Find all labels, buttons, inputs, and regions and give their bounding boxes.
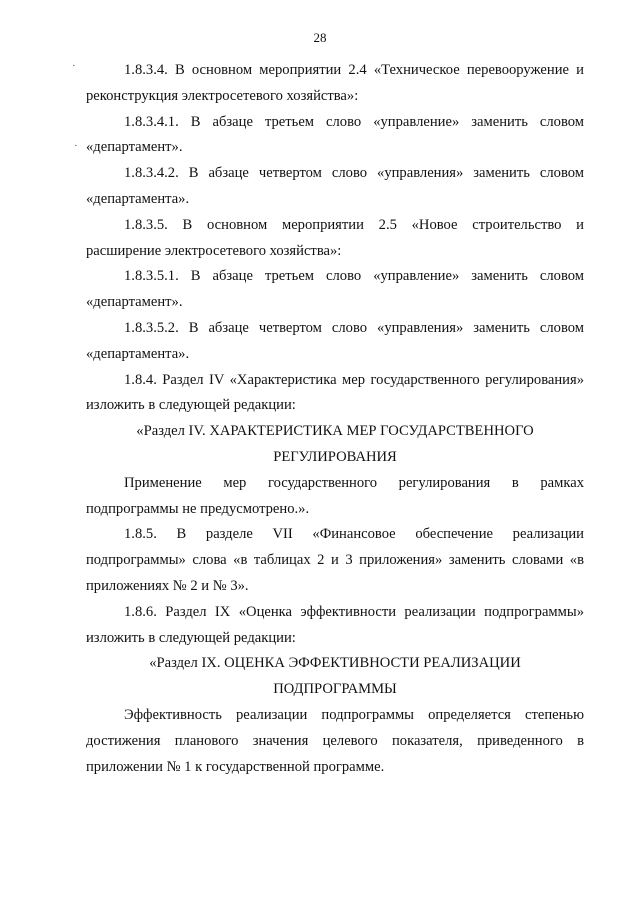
paragraph-section-ix-text: Эффективность реализации подпрограммы определяется степенью достижения планового значения целевого показателя, приведенного в приложении № 1 к государственной программе. <box>86 706 584 775</box>
section-ix-heading: «Раздел IX. ОЦЕНКА ЭФФЕКТИВНОСТИ РЕАЛИЗАЦИИ ПОДПРОГРАММЫ <box>149 655 521 698</box>
section-iv-heading: «Раздел IV. ХАРАКТЕРИСТИКА МЕР ГОСУДАРСТВЕННОГО РЕГУЛИРОВАНИЯ <box>136 423 534 465</box>
document-body <box>86 58 584 780</box>
paragraph-1-8-3-4-2: 1.8.3.4.2. В абзаце четвертом слово «управления» заменить словом «департамента». <box>86 165 584 207</box>
paragraph-1-8-3-4-1: 1.8.3.4.1. В абзаце третьем слово «управление» заменить словом «департамент». <box>86 113 584 156</box>
paragraph-1-8-3-5: 1.8.3.5. В основном мероприятии 2.5 «Новое строительство и расширение электросетевого хозяйства»: <box>86 216 584 259</box>
paragraph-1-8-5: 1.8.5. В разделе VII «Финансовое обеспечение реализации подпрограммы» слова «в таблицах 2 и 3 приложения» заменить словами «в приложениях № 2 и № 3». <box>86 526 584 594</box>
margin-mark: · <box>72 60 76 72</box>
paragraph-1-8-3-5-1: 1.8.3.5.1. В абзаце третьем слово «управление» заменить словом «департамент». <box>86 268 584 311</box>
paragraph-section-iv-text: Применение мер государственного регулирования в рамках подпрограммы не предусмотрено.». <box>86 474 584 517</box>
paragraph-1-8-3-4: 1.8.3.4. В основном мероприятии 2.4 «Техническое перевооружение и реконструкция электросетевого хозяйства»: <box>86 62 584 104</box>
page-number: 28 <box>313 30 327 45</box>
paragraph-1-8-3-5-2: 1.8.3.5.2. В абзаце четвертом слово «управления» заменить словом «департамента». <box>86 319 584 362</box>
paragraph-1-8-4: 1.8.4. Раздел IV «Характеристика мер государственного регулирования» изложить в следующей редакции: <box>86 371 584 414</box>
paragraph-1-8-6: 1.8.6. Раздел IX «Оценка эффективности реализации подпрограммы» изложить в следующей редакции: <box>86 603 584 646</box>
margin-mark: · <box>74 140 78 152</box>
